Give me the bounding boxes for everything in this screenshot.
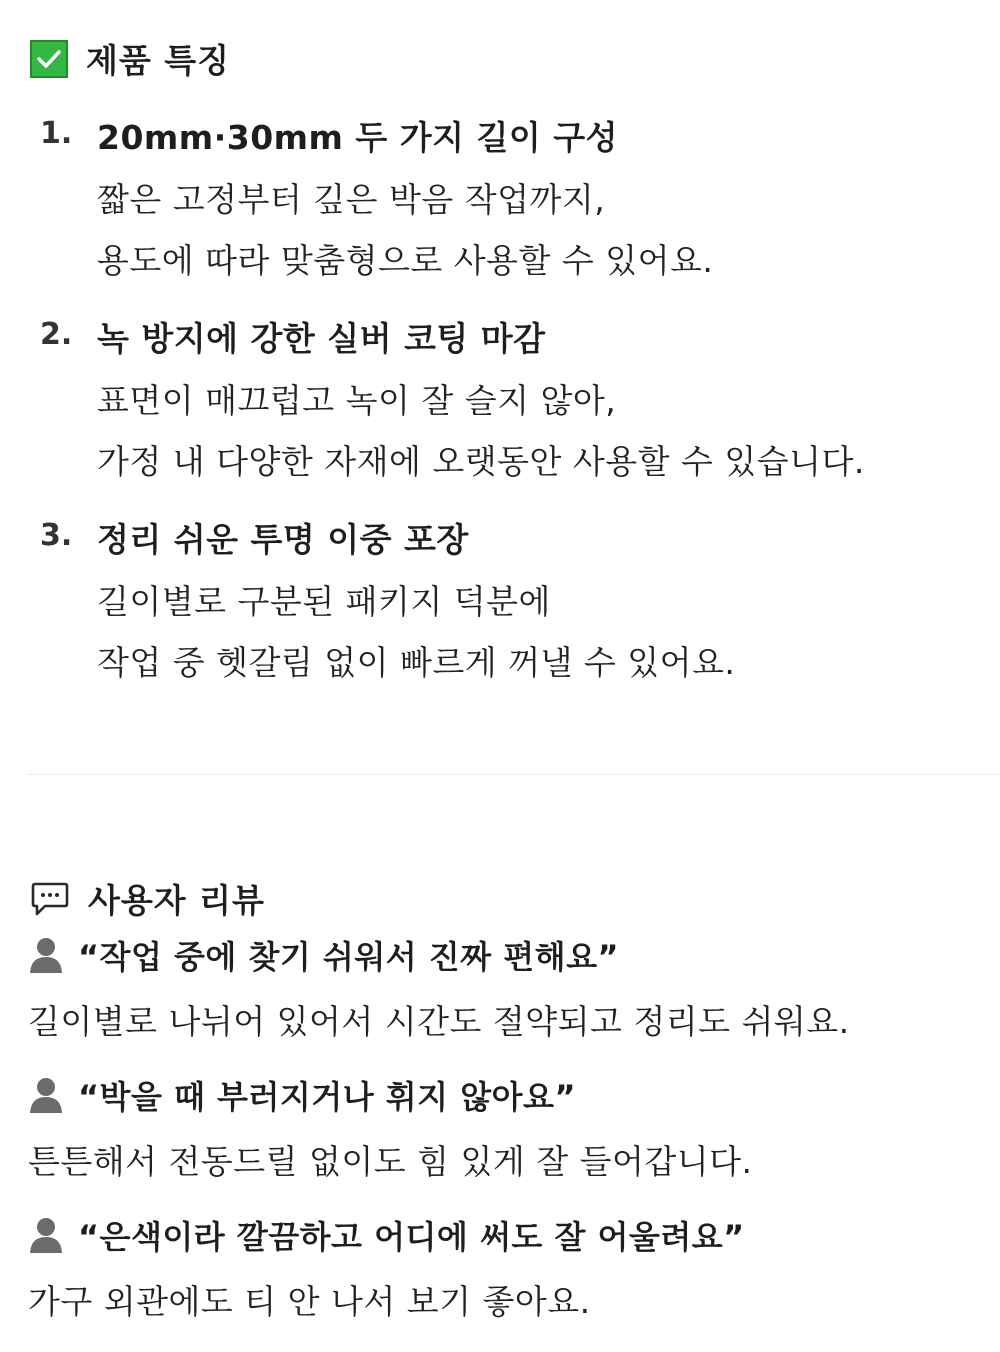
review-item bbox=[28, 932, 988, 1072]
review-header bbox=[28, 932, 619, 978]
feature-number: 3. bbox=[40, 518, 73, 553]
user-avatar-icon bbox=[28, 1075, 64, 1115]
speech-bubble-icon bbox=[30, 880, 70, 918]
review-quote: “은색이라 깔끔하고 어디에 써도 잘 어울려요” bbox=[78, 1218, 745, 1256]
feature-title: 녹 방지에 강한 실버 코팅 마감 bbox=[97, 319, 546, 358]
features-header bbox=[30, 35, 230, 82]
review-body: 길이별로 나뉘어 있어서 시간도 절약되고 정리도 쉬워요. bbox=[28, 1002, 850, 1041]
user-avatar-icon bbox=[28, 935, 64, 975]
feature-description: 표면이 매끄럽고 녹이 잘 슬지 않아, bbox=[97, 381, 617, 420]
reviews-title: 사용자 리뷰 bbox=[88, 881, 265, 920]
review-header bbox=[28, 1212, 745, 1258]
review-body: 튼튼해서 전동드릴 없이도 힘 있게 잘 들어갑니다. bbox=[28, 1142, 753, 1181]
feature-description: 길이별로 구분된 패키지 덕분에 bbox=[97, 582, 551, 621]
features-title: 제품 특징 bbox=[86, 41, 231, 80]
review-item bbox=[28, 1212, 988, 1352]
feature-description: 용도에 따라 맞춤형으로 사용할 수 있어요. bbox=[97, 241, 714, 280]
review-quote: “작업 중에 찾기 쉬워서 진짜 편해요” bbox=[78, 938, 620, 976]
feature-item bbox=[40, 510, 980, 711]
feature-number: 2. bbox=[40, 317, 73, 352]
feature-item bbox=[40, 309, 980, 510]
review-body: 가구 외관에도 티 안 나서 보기 좋아요. bbox=[28, 1282, 591, 1321]
reviews-header bbox=[30, 875, 265, 922]
section-divider bbox=[27, 774, 1000, 775]
feature-description: 가정 내 다양한 자재에 오랫동안 사용할 수 있습니다. bbox=[97, 442, 865, 481]
feature-title: 정리 쉬운 투명 이중 포장 bbox=[97, 520, 469, 559]
review-item bbox=[28, 1072, 988, 1212]
feature-number: 1. bbox=[40, 116, 73, 151]
review-header bbox=[28, 1072, 576, 1118]
feature-description: 작업 중 헷갈림 없이 빠르게 꺼낼 수 있어요. bbox=[97, 643, 736, 682]
user-avatar-icon bbox=[28, 1215, 64, 1255]
feature-item bbox=[40, 108, 980, 309]
feature-title: 20mm·30mm 두 가지 길이 구성 bbox=[97, 118, 619, 157]
features-list bbox=[40, 108, 980, 711]
reviews-list bbox=[28, 932, 988, 1352]
review-quote: “박을 때 부러지거나 휘지 않아요” bbox=[78, 1078, 576, 1116]
check-box-icon bbox=[30, 40, 68, 78]
feature-description: 짧은 고정부터 깊은 박음 작업까지, bbox=[97, 180, 606, 219]
